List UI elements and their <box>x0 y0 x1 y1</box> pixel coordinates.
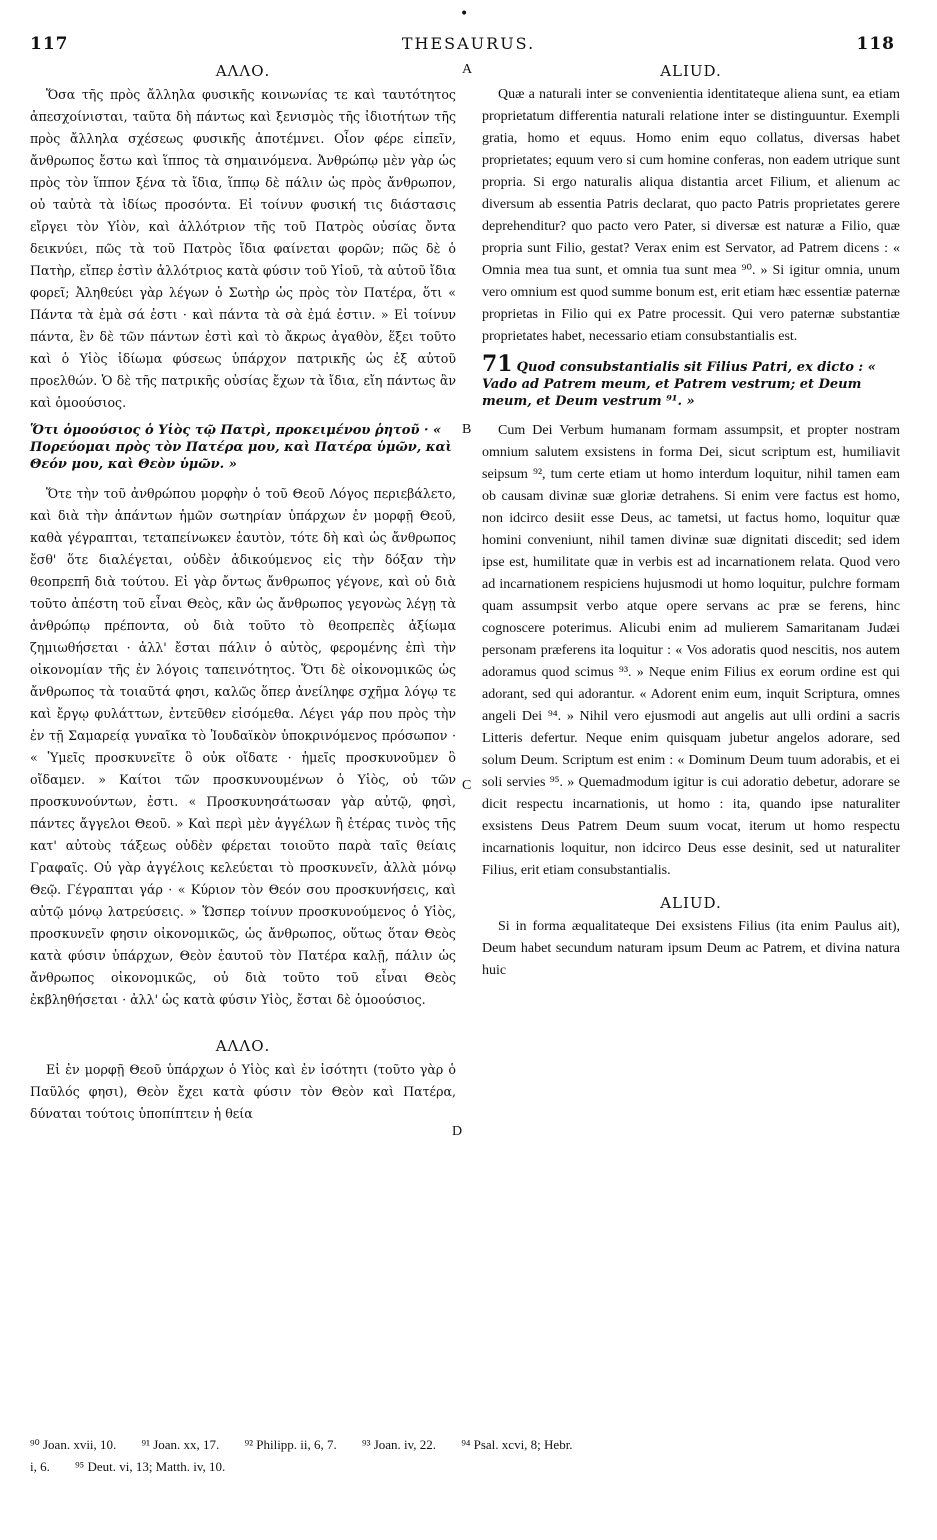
section-marker-b: B <box>462 422 472 437</box>
latin-paragraph-1: Quæ a naturali inter se convenientia identitateque aliena sunt, ea etiam proprietatum differentia naturali relatione inter se distinguuntur. Exempli gratia, homo et equus. Homo enim equo collatus, diversas habet proprietates; equum vero si cum homine conferas, non eadem utrique sunt propria. Si ergo naturalis aliqua distantia arcet Filium, et alienum ac diversum ab essentia Patris declarat, quo pacto Patris proprietates gerere deprehenditur? quo pacto vero Pater, si diversæ est naturæ a Filio, quæ propria sunt Filio, gestat? Verax enim est Servator, ad Patrem dicens : « Omnia mea tua sunt, et omnia tua sunt mea ⁹⁰. » Si igitur omnia, unum vero omnium est quod summe bonum est, erit etiam hæc essentiæ paternæ proprietas in Filio qui ex Patre processit. Qui vero paternæ substantiæ proprietates habet, necessario etiam consubstantialis est. <box>482 87 900 344</box>
footnote: ⁹⁴ Psal. xcvi, 8; Hebr. <box>461 1437 573 1452</box>
section-marker-c: C <box>462 778 472 793</box>
latin-paragraph-3: Si in forma æqualitateque Dei exsistens Filius (ita enim Paulus ait), Deum habet secundum naturam ipsum Deum ac Patrem, et divina natura huic <box>482 919 900 978</box>
footnote: ⁹¹ Joan. xx, 17. <box>141 1437 220 1452</box>
greek-column <box>30 62 456 1125</box>
greek-heading-1: ΑΛΛΟ. <box>215 62 271 80</box>
top-dot: • <box>460 6 469 22</box>
greek-paragraph-3: Εἰ ἐν μορφῇ Θεοῦ ὑπάρχων ὁ Υἱὸς καὶ ἐν ἰσότητι (τοῦτο γὰρ ὁ Παῦλός φησι), Θεὸν ἔχει κατὰ φύσιν τὸν Θεὸν καὶ Πατέρα, δύναται τούτοις ὑποπίπτειν ἡ θεία <box>30 1062 456 1121</box>
footnote: ⁹⁵ Deut. vi, 13; Matth. iv, 10. <box>75 1459 226 1474</box>
latin-section-title <box>482 351 900 410</box>
footnote: ⁹³ Joan. iv, 22. <box>362 1437 437 1452</box>
greek-heading-2: ΑΛΛΟ. <box>215 1037 271 1055</box>
section-marker-a: A <box>462 62 473 77</box>
latin-heading-2: ALIUD. <box>660 894 722 912</box>
latin-heading-1: ALIUD. <box>660 62 722 80</box>
section-marker-d: D <box>452 1124 463 1139</box>
footnotes <box>30 1434 910 1478</box>
page-number-left: 117 <box>30 34 69 54</box>
section-number: 71 <box>482 351 513 377</box>
footnote-line-2 <box>30 1456 910 1478</box>
footnote: i, 6. <box>30 1459 50 1474</box>
greek-section-title: Ὅτι ὁμοούσιος ὁ Υἱὸς τῷ Πατρὶ, προκειμένου ῥητοῦ · « Πορεύομαι πρὸς τὸν Πατέρα μου, καὶ Πατέρα ὑμῶν, καὶ Θεόν μου, καὶ Θεὸν ὑμῶν. » <box>30 423 452 472</box>
footnote: ⁹⁰ Joan. xvii, 10. <box>30 1437 117 1452</box>
footnote: ⁹² Philipp. ii, 6, 7. <box>244 1437 337 1452</box>
page-number-right: 118 <box>856 34 895 54</box>
greek-paragraph-2: Ὅτε τὴν τοῦ ἀνθρώπου μορφὴν ὁ τοῦ Θεοῦ Λόγος περιεβάλετο, καὶ διὰ τὴν ἁπάντων ἡμῶν σωτηρίαν ὑπάρχων ἐν μορφῇ Θεοῦ, καθὰ γέγραπται, τεταπείνωκεν ἑαυτὸν, τότε δὴ καὶ ὡς ἄνθρωπος ἔσθ' ὅτε διαλέγεται, οὐδὲν ἀδικούμενος εἰς τὴν δόξαν τὴν θεοπρεπῆ διὰ τούτου. Εἰ γὰρ ὄντως ἄνθρωπος γέγονε, καὶ οὐ διὰ τοῦτο ἀπέστη τοῦ εἶναι Θεὸς, κἂν ὡς ἄνθρωπος γεγονὼς λέγῃ τὰ ἀνθρώπῳ πρέποντα, οὐ διὰ τοῦτο τὸ θεοπρεπὲς ἀξίωμα ζημιωθήσεται · ἀλλ' ἔσται πάλιν ὁ αὐτὸς, φερομένης ἐπὶ τὴν οἰκονομίαν τῆς ἐν λόγοις ταπεινότητος. Ὅτι δὲ οἰκονομικῶς ὡς ἄνθρωπος τὰ τοιαῦτά φησι, καλῶς ὅπερ ἀνείληφε σχῆμα λόγῳ τε καὶ ἔργῳ φυλάττων, ἐντεῦθεν εἰσόμεθα. Λέγει γάρ που πρὸς τὴν ἐν τῇ Σαμαρείᾳ γυναῖκα τὸ Ἰουδαϊκὸν ὑποκρινόμενος πρόσωπον · « Ὑμεῖς προσκυνεῖτε ὃ οὐκ οἴδατε · ἡμεῖς προσκυνοῦμεν ὃ οἴδαμεν. » Καίτοι τῶν προσκυνουμένων ὁ Υἱὸς, οὐ τῶν προσκυνούντων, ἐστι. « Προσκυνησάτωσαν γὰρ αὐτῷ, φησὶ, πάντες ἄγγελοι Θεοῦ. » Καὶ περὶ μὲν ἀγγέλων ἢ ἑτέρας τινὸς τῆς κατ' αὐτοὺς τάξεως οὐδὲν φέρεται τοιοῦτο παρὰ ταῖς θείαις Γραφαῖς. Οὐ γὰρ ἀγγέλοις κελεύεται τὸ προσκυνεῖν, ἀλλὰ μόνῳ Θεῷ. Γέγραπται γάρ · « Κύριον τὸν Θεόν σου προσκυνήσεις, καὶ αὐτῷ μόνῳ λατρεύσεις. » Ὥσπερ τοίνυν προσκυνούμενος ὁ Υἱὸς, προσκυνεῖν φησιν οἰκονομικῶς, ὡς ἄνθρωπος, οὕτως ὅταν Θεὸς κατὰ φύσιν ὑπάρχων, Θεὸν ἑαυτοῦ τὸν Πατέρα καλῇ, πάλιν ὡς ἄνθρωπος οἰκονομικῶς, οὐ διὰ τοῦτο τοῦ εἶναι Θεὸς ἐκβληθήσεται · ἀλλ' ὡς κατὰ φύσιν Υἱὸς, ἔσται δὲ ὁμοούσιος. <box>30 486 456 1007</box>
latin-paragraph-2: Cum Dei Verbum humanam formam assumpsit, et propter nostram omnium salutem exsistens in forma Dei, sicut scriptum est, humiliavit seipsum ⁹², tum certe etiam ut homo interdum loquitur, nihil tamen eam ob causam divinæ suæ gloriæ detrahens. Si enim vere factus est homo, non idcirco desiit esse Deus, ac tametsi, ut factus homo, loquitur quæ homini conveniunt, nihil tamen divinæ suæ dignitati discedit; sed idem ipse est, humilitate quæ in verbis est ad incarnationem relata. Quod vero ad incarnationem respiciens hujusmodi ut homo loquitur, pulchre formam quam assumpsit verbo atque opere servans ac præ se ferens, hinc cognoscere poterimus. Alicubi enim ad mulierem Samaritanam Judæi personam præferens ita loquitur : « Vos adoratis quod nescitis, nos autem adoramus quod scimus ⁹³. » Neque enim Filius ex eorum ordine est qui adorant, sed qui adorantur. « Adorent enim eum, inquit Scriptura, omnes angeli Dei ⁹⁴. » Nihil vero ejusmodi aut angelis aut ulli ordini a sacris Litteris defertur. Neque enim quisquam jubetur angelos adorare, sed solum Deum. Scriptum est enim : « Dominum Deum tuum adorabis, et ei soli servies ⁹⁵. » Quemadmodum igitur is cui adoratio debetur, adorare se dicit respectu incarnationis, ut homo : ita, quando ipse naturaliter exsistens Deus Patrem Deum suum vocat, iterum ut homo respectu incarnationis loquitur, non idcirco Deus esse desinit, sed ut naturaliter Filius, erit etiam consubstantialis. <box>482 423 900 878</box>
footnote-line-1 <box>30 1434 910 1456</box>
running-title: THESAURUS. <box>401 34 536 53</box>
latin-column <box>482 62 900 982</box>
greek-paragraph-1: Ὅσα τῆς πρὸς ἄλληλα φυσικῆς κοινωνίας τε καὶ ταυτότητος ἀπεσχοίνισται, ταῦτα δὴ πάντως καὶ ξενισμὸς τῆς ἰδιοτήτων τῆς πρὸς ἄλληλα σχέσεως φυσικῆς ἀποτέμνει. Οἷον φέρε εἰπεῖν, ἄνθρωπος ἔστω καὶ ἵππος τὰ σημαινόμενα. Ἀνθρώπῳ μὲν γὰρ ὡς πρὸς τὸν ἵππον ξένα τὰ ἴδια, ἵππῳ δὲ πάλιν ὡς πρὸς ἄνθρωπον, οὐ ταὐτὰ τὰ ἰδίως προσόντα. Εἰ τοίνυν φυσική τις διάστασις εἴργει τὸν Υἱὸν, καὶ ἀλλότριον τῆς τοῦ Πατρὸς οὐσίας ὄντα δεικνύει, πῶς τὰ τοῦ Πατρὸς ἴδια φαίνεται φορῶν; πῶς δὲ ὁ Πατὴρ, εἴπερ ἐστὶν ἀλλότριος κατὰ φύσιν τοῦ Υἱοῦ, τὰ αὐτοῦ ἴδια φορεῖ; Ἀληθεύει γὰρ λέγων ὁ Σωτὴρ ὡς πρὸς τὸν Πατέρα, ὅτι « Πάντα τὰ ἐμὰ σά ἐστι · καὶ πάντα τὰ σὰ ἐμά ἐστιν. » Εἰ τοίνυν πάντα, ἓν δὲ τῶν πάντων ἐστὶ καὶ τὸ ἄκρως ἀγαθὸν, ἕξει τοῦτο καὶ ὁ Υἱὸς ἰδίωμα φύσεως ὑπάρχον πατρικῆς ὡς ἐξ αὐτοῦ προελθών. Ὁ δὲ τῆς πατρικῆς οὐσίας ἔχων τὰ ἴδια, εἴη πάντως ἂν καὶ ὁμοούσιος. <box>30 87 456 410</box>
latin-section-title-text: Quod consubstantialis sit Filius Patri, ex dicto : « Vado ad Patrem meum, et Patrem vestrum; et Deum meum, et Deum vestrum ⁹¹. » <box>482 360 876 409</box>
